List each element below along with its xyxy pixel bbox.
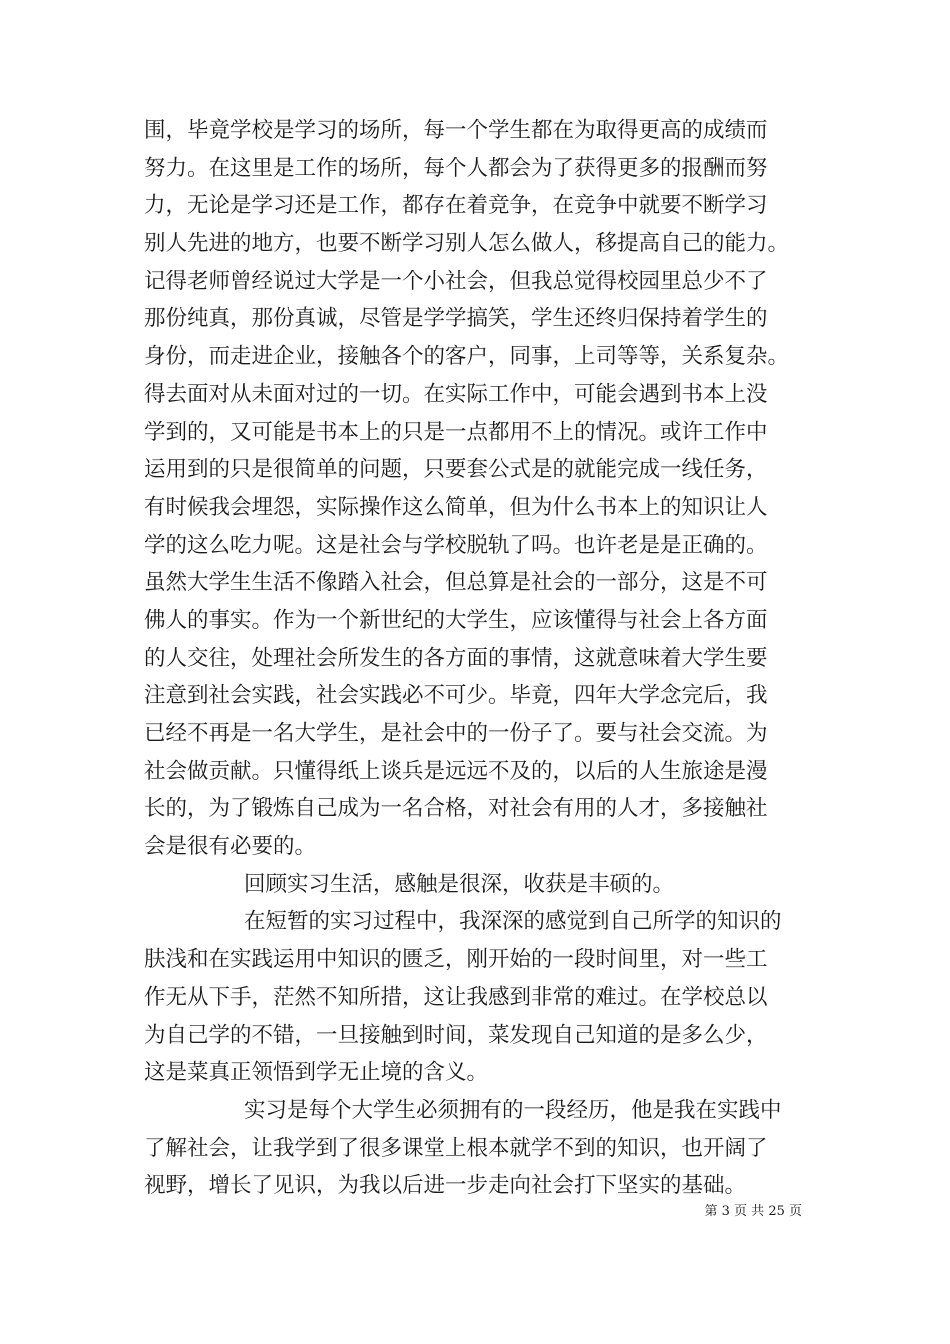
text-line: 围，毕竟学校是学习的场所，每一个学生都在为取得更高的成绩而 xyxy=(144,118,768,143)
text-line: 肤浅和在实践运用中知识的匮乏，刚开始的一段时间里，对一些工 xyxy=(144,947,768,973)
text-line: 的人交往，处理社会所发生的各方面的事情，这就意味着大学生要 xyxy=(144,645,768,671)
text-line: 学的这么吃力呢。这是社会与学校脱轨了吗。也许老是是正确的。 xyxy=(144,532,768,558)
text-line: 这是菜真正领悟到学无止境的含义。 xyxy=(144,1060,489,1086)
paragraph-start-line: 回顾实习生活，感触是很深，收获是丰硕的。 xyxy=(244,871,675,897)
text-line: 身份，而走进企业，接触各个的客户，同事，上司等等，关系复杂。 xyxy=(144,344,790,370)
text-line: 学到的，又可能是书本上的只是一点都用不上的情况。或许工作中 xyxy=(144,419,768,445)
text-line: 虽然大学生生活不像踏入社会，但总算是社会的一部分，这是不可 xyxy=(144,570,768,596)
text-line: 长的，为了锻炼自己成为一名合格，对社会有用的人才，多接触社 xyxy=(144,796,768,822)
text-line: 了解社会，让我学到了很多课堂上根本就学不到的知识，也开阔了 xyxy=(144,1135,768,1161)
body-text xyxy=(144,112,824,1205)
text-line: 运用到的只是很简单的问题，只要套公式是的就能完成一线任务， xyxy=(144,457,768,483)
text-line: 力，无论是学习还是工作，都存在着竞争，在竞争中就要不断学习 xyxy=(144,193,768,219)
text-line: 努力。在这里是工作的场所，每个人都会为了获得更多的报酬而努 xyxy=(144,155,768,181)
text-line: 会是很有必要的。 xyxy=(144,834,317,860)
text-line: 注意到社会实践，社会实践必不可少。毕竟，四年大学念完后，我 xyxy=(144,683,768,709)
text-line: 社会做贡献。只懂得纸上谈兵是远远不及的，以后的人生旅途是漫 xyxy=(144,758,768,784)
text-line: 佛人的事实。作为一个新世纪的大学生，应该懂得与社会上各方面 xyxy=(144,607,768,633)
text-line: 作无从下手，茫然不知所措，这让我感到非常的难过。在学校总以 xyxy=(144,984,768,1010)
text-line: 得去面对从未面对过的一切。在实际工作中，可能会遇到书本上没 xyxy=(144,381,768,407)
text-line: 有时候我会埋怨，实际操作这么简单，但为什么书本上的知识让人 xyxy=(144,494,768,520)
paragraph-start-line: 在短暂的实习过程中，我深深的感觉到自己所学的知识的 xyxy=(244,909,782,935)
text-line: 记得老师曾经说过大学是一个小社会，但我总觉得校园里总少不了 xyxy=(144,268,768,294)
text-line: 别人先进的地方，也要不断学习别人怎么做人，移提高自己的能力。 xyxy=(144,231,790,257)
page-number-footer: 第 3 页 共 25 页 xyxy=(704,1204,802,1219)
text-line: 视野，增长了见识，为我以后进一步走向社会打下坚实的基础。 xyxy=(144,1173,747,1199)
text-line: 已经不再是一名大学生，是社会中的一份子了。要与社会交流。为 xyxy=(144,721,768,746)
text-line: 那份纯真，那份真诚，尽管是学学搞笑，学生还终归保持着学生的 xyxy=(144,306,768,332)
text-line: 为自己学的不错，一旦接触到时间，菜发现自己知道的是多么少， xyxy=(144,1022,768,1048)
paragraph-start-line: 实习是每个大学生必须拥有的一段经历，他是我在实践中 xyxy=(244,1097,782,1123)
